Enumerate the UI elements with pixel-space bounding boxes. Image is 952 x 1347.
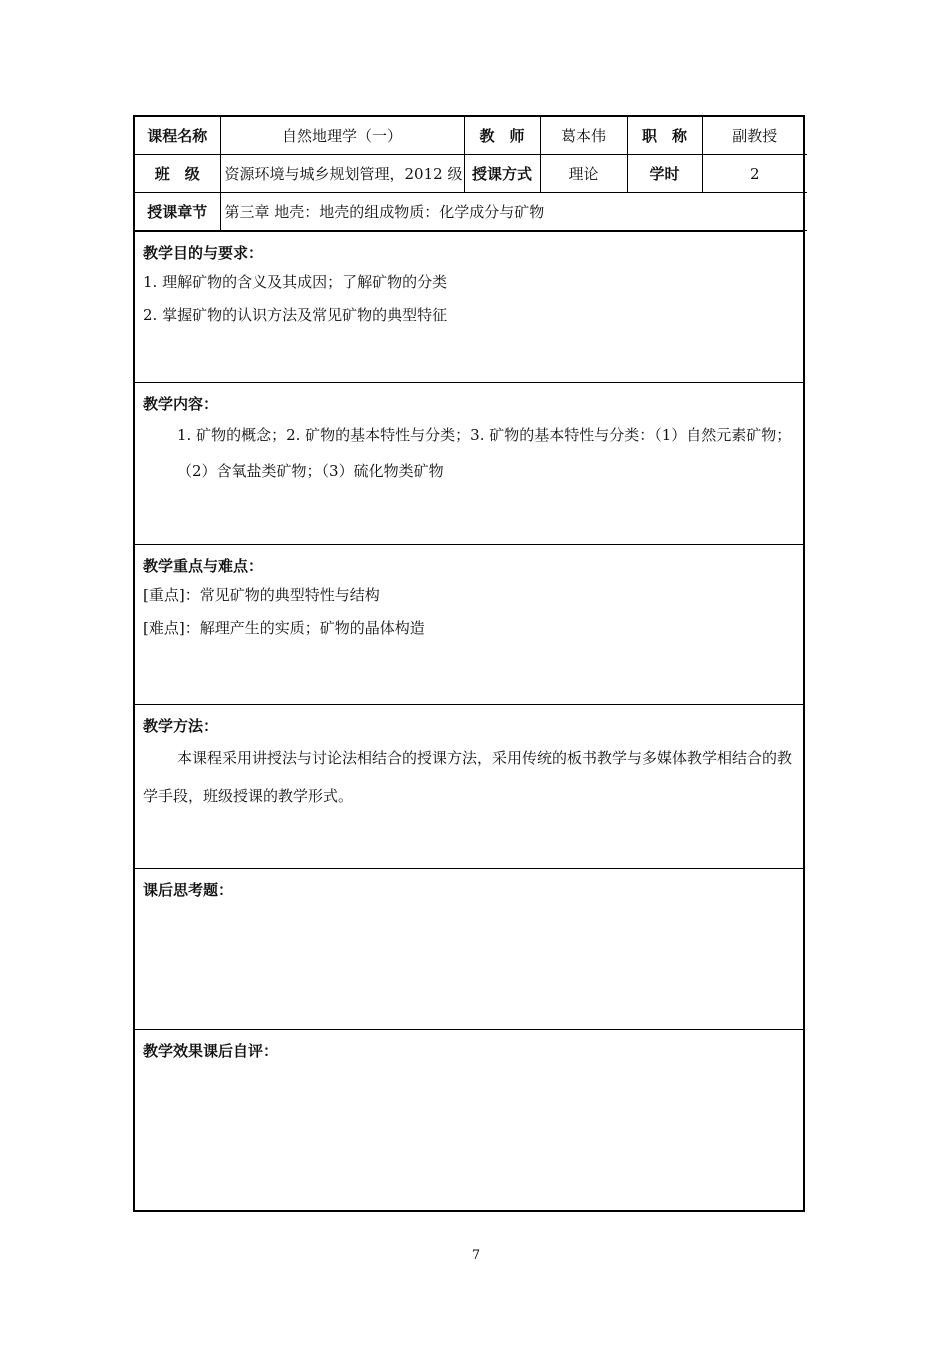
- objectives-title: 教学目的与要求：: [143, 244, 264, 262]
- title-value: 副教授: [702, 117, 807, 155]
- section-self-review: [135, 1029, 803, 1216]
- section-key-points: [135, 544, 803, 704]
- class-value: 资源环境与城乡规划管理，2012 级: [220, 155, 464, 193]
- content-text: 1. 矿物的概念；2. 矿物的基本特性与分类；3. 矿物的基本特性与分类：（1）自然元素矿物；（2）含氧盐类矿物；（3）硫化物类矿物: [177, 426, 792, 480]
- header-row-chapter: [135, 193, 807, 231]
- difficult-point-line: [难点]：解理产生的实质；矿物的晶体构造: [143, 619, 425, 637]
- section-content: [135, 382, 803, 544]
- key-points-title: 教学重点与难点：: [143, 557, 264, 575]
- chapter-label: 授课章节: [135, 193, 220, 231]
- teaching-method-label: 授课方式: [464, 155, 540, 193]
- chapter-value: 第三章 地壳：地壳的组成物质：化学成分与矿物: [220, 193, 807, 231]
- section-method: [135, 704, 803, 868]
- method-text: 本课程采用讲授法与讨论法相结合的授课方法，采用传统的板书教学与多媒体教学相结合的教学手段，班级授课的教学形式。: [143, 749, 793, 805]
- questions-title: 课后思考题：: [143, 881, 234, 899]
- header-row-course: [135, 117, 807, 155]
- section-questions: [135, 868, 803, 1029]
- section-objectives: [135, 231, 803, 382]
- header-row-class: [135, 155, 807, 193]
- objective-line-2: 2. 掌握矿物的认识方法及常见矿物的典型特征: [143, 306, 448, 324]
- self-review-title: 教学效果课后自评：: [143, 1042, 279, 1060]
- teaching-method-value: 理论: [540, 155, 627, 193]
- page-number: 7: [471, 1248, 481, 1263]
- hours-value: 2: [702, 155, 807, 193]
- title-label: 职 称: [627, 117, 702, 155]
- header-table: [135, 117, 807, 231]
- lesson-plan-form: [133, 115, 805, 1212]
- objective-line-1: 1. 理解矿物的含义及其成因；了解矿物的分类: [143, 273, 448, 291]
- key-point-line: [重点]：常见矿物的典型特性与结构: [143, 586, 380, 604]
- content-title: 教学内容：: [143, 395, 219, 413]
- course-name-value: 自然地理学（一）: [220, 117, 464, 155]
- hours-label: 学时: [627, 155, 702, 193]
- teacher-value: 葛本伟: [540, 117, 627, 155]
- course-name-label: 课程名称: [135, 117, 220, 155]
- teacher-label: 教 师: [464, 117, 540, 155]
- method-title: 教学方法：: [143, 717, 219, 735]
- class-label: 班 级: [135, 155, 220, 193]
